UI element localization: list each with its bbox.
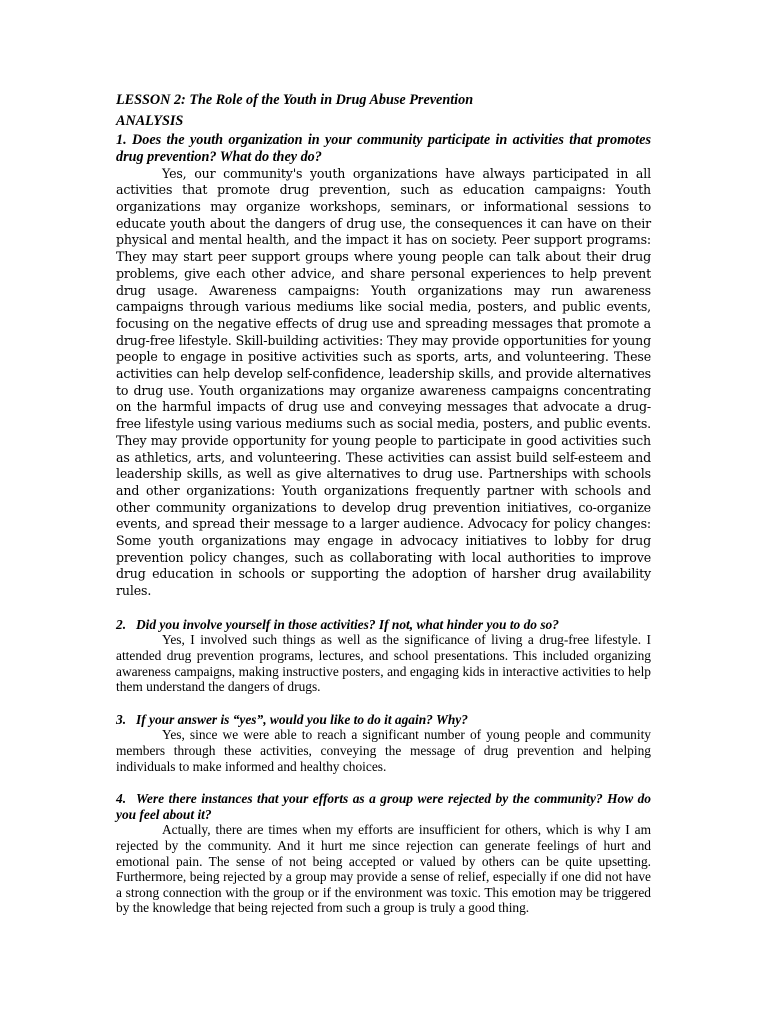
question-4-text: Were there instances that your efforts as a group were rejected by the community? How do you feel about it? xyxy=(116,791,651,822)
question-1 xyxy=(116,132,651,166)
question-1-number: 1. xyxy=(116,132,127,148)
answer-3: Yes, since we were able to reach a significant number of young people and community members through these activities, conveying the message of drug prevention and helping individuals to make informed and healthy choices. xyxy=(116,727,651,774)
question-3-text: If your answer is “yes”, would you like to do it again? Why? xyxy=(136,711,468,727)
question-3 xyxy=(116,712,651,728)
question-3-number: 3. xyxy=(116,711,127,727)
question-2 xyxy=(116,617,651,633)
question-4 xyxy=(116,791,651,822)
document-page xyxy=(116,91,651,916)
section-heading: ANALYSIS xyxy=(116,113,184,129)
answer-4: Actually, there are times when my efforts are insufficient for others, which is why I am rejected by the community. And it hurt me since rejection can generate feelings of hurt and emotional pain. The sense of not being accepted or valued by others can be quite upsetting. Furthermore, being rejected by a group may provide a sense of relief, especially if one did not have a strong connection with the group or if the environment was toxic. This emotion may be triggered by the knowledge that being rejected from such a group is truly a good thing. xyxy=(116,822,651,916)
answer-2: Yes, I involved such things as well as the significance of living a drug-free lifestyle. I attended drug prevention programs, lectures, and school presentations. This included organizing awareness campaigns, making instructive posters, and engaging kids in interactive activities to help them understand the dangers of drugs. xyxy=(116,632,651,695)
lesson-title: LESSON 2: The Role of the Youth in Drug Abuse Prevention xyxy=(116,92,474,108)
question-1-text: Does the youth organization in your community participate in activities that promotes drug prevention? What do they do? xyxy=(116,132,651,165)
question-2-number: 2. xyxy=(116,616,127,632)
question-4-number: 4. xyxy=(116,791,127,807)
question-2-text: Did you involve yourself in those activities? If not, what hinder you to do so? xyxy=(136,616,559,632)
answer-1: Yes, our community's youth organizations have always participated in all activities that promote drug prevention, such as education campaigns: Youth organizations may organize workshops, seminars, or informational sessions to educate youth about the dangers of drug use, the consequences it can have on their physical and mental health, and the impact it has on society. Peer support programs: They may start peer support groups where young people can talk about their drug problems, give each other advice, and share personal experiences to help prevent drug usage. Awareness campaigns: Youth organizations may run awareness campaigns through various mediums like social media, posters, and public events, focusing on the negative effects of drug use and spreading messages that promote a drug-free lifestyle. Skill-building activities: They may provide opportunities for young people to engage in positive activities such as sports, arts, and volunteering. These activities can help develop self-confidence, leadership skills, and provide alternatives to drug use. Youth organizations may organize awareness campaigns concentrating on the harmful impacts of drug use and conveying messages that advocate a drug-free lifestyle using various mediums such as social media, posters, and public events. They may provide opportunity for young people to participate in good activities such as athletics, arts, and volunteering. These activities can assist build self-esteem and leadership skills, as well as give alternatives to drug use. Partnerships with schools and other organizations: Youth organizations frequently partner with schools and other community organizations to develop drug prevention initiatives, co-organize events, and spread their message to a larger audience. Advocacy for policy changes: Some youth organizations may engage in advocacy initiatives to lobby for drug prevention policy changes, such as collaborating with local authorities to improve drug education in schools or supporting the adoption of harsher drug availability rules. xyxy=(116,165,651,599)
